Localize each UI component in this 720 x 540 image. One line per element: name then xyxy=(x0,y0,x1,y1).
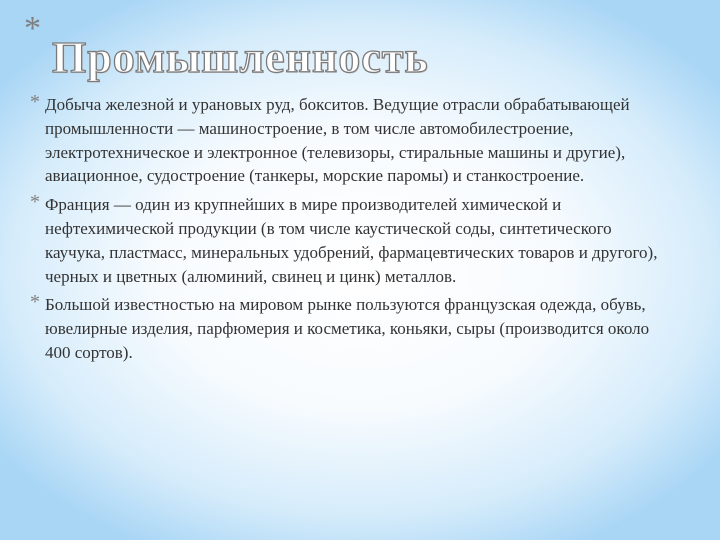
bullet-text: Добыча железной и урановых руд, бокситов. Ведущие отрасли обрабатывающей промышленности — машиностроение, в том числе автомобилестроение, электротехническое и электронное (телевизоры, стиральные машины и другие), авиационное, судостроение (танкеры, морские паромы) и станкостроение. xyxy=(45,95,630,186)
bullet-item xyxy=(30,293,670,364)
title-asterisk-icon: * xyxy=(24,10,41,47)
bullet-item xyxy=(30,93,670,188)
bullet-asterisk-icon: * xyxy=(30,91,40,113)
bullet-list xyxy=(30,93,670,370)
slide-title: Промышленность xyxy=(52,33,429,82)
bullet-asterisk-icon: * xyxy=(30,191,40,214)
bullet-text: Большой известностью на мировом рынке пользуются французская одежда, обувь, ювелирные изделия, парфюмерия и косметика, коньяки, сыры (производится около 400 сортов). xyxy=(45,295,650,362)
bullet-item xyxy=(30,193,670,288)
bullet-text: Франция — один из крупнейших в мире производителей химической и нефтехимической продукции (в том числе каустической соды, синтетического каучука, пластмасс, минеральных удобрений, фармацевтических товаров и другого), черных и цветных (алюминий, свинец и цинк) металлов. xyxy=(45,195,658,286)
bullet-asterisk-icon: * xyxy=(30,291,40,314)
